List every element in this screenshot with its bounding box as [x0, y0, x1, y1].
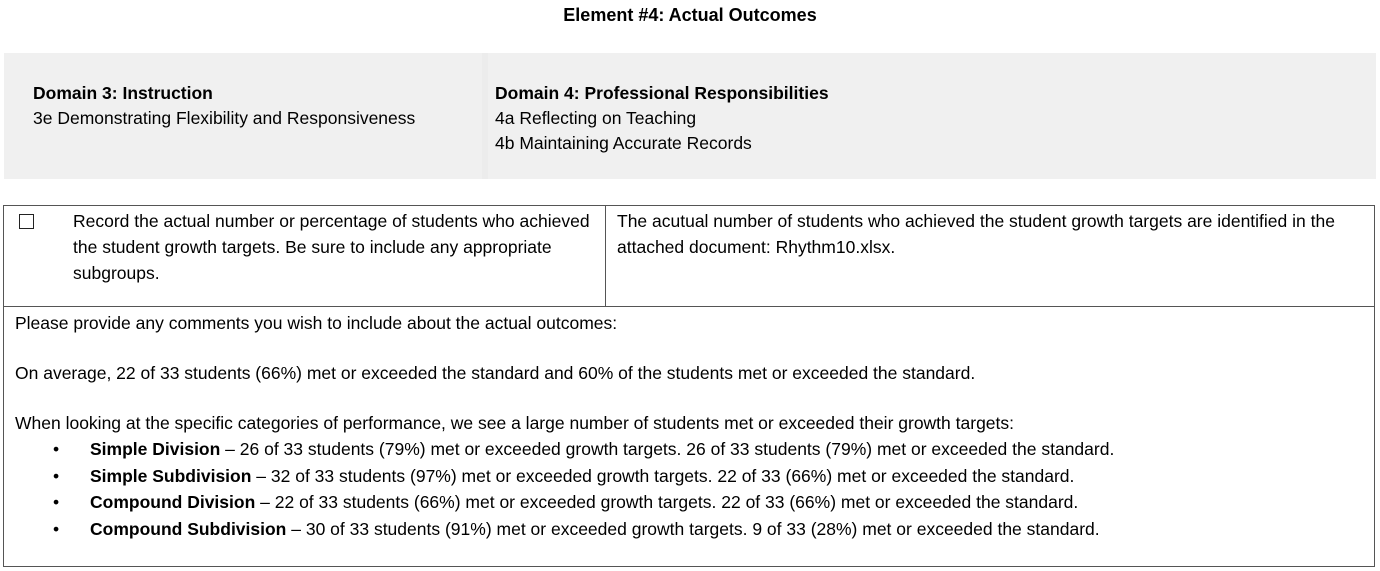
instruction-text: Record the actual number or percentage of students who achieved the student growth targets. Be sure to include any appropriate subgroups. — [73, 211, 590, 283]
domain-4-item: 4b Maintaining Accurate Records — [495, 133, 752, 153]
bullet-icon: • — [53, 465, 60, 486]
outcomes-table — [3, 205, 1375, 567]
comments-prompt: Please provide any comments you wish to include about the actual outcomes: — [15, 313, 618, 333]
category-text: – 22 of 33 students (66%) met or exceeded growth targets. 22 of 33 (66%) met or exceeded the standard. — [255, 492, 1079, 512]
domain-panel — [4, 53, 1376, 179]
bullet-icon: • — [53, 492, 60, 512]
domain-4-column — [495, 81, 829, 156]
list-item — [15, 436, 1365, 463]
category-name: Compound Subdivision — [90, 518, 287, 539]
categories-list — [15, 436, 1365, 542]
category-name: Compound Division — [90, 492, 256, 512]
outcomes-row — [4, 206, 1374, 307]
category-text: – 30 of 33 students (91%) met or exceeded growth targets. 9 of 33 (28%) met or exceeded the standard. — [286, 518, 1100, 539]
category-text: – 26 of 33 students (79%) met or exceeded growth targets. 26 of 33 students (79%) met or exceeded the standard. — [220, 439, 1115, 459]
domain-divider — [482, 53, 488, 179]
list-item — [15, 516, 1365, 543]
domain-3-heading: Domain 3: Instruction — [33, 83, 213, 103]
list-item — [15, 489, 1365, 516]
domain-3-item: 3e Demonstrating Flexibility and Responsiveness — [33, 108, 416, 128]
column-divider — [605, 206, 606, 307]
average-summary: On average, 22 of 33 students (66%) met or exceeded the standard and 60% of the students met or exceeded the standard. — [15, 363, 976, 383]
category-name: Simple Division — [90, 439, 221, 459]
domain-4-heading: Domain 4: Professional Responsibilities — [495, 83, 829, 103]
page-title: Element #4: Actual Outcomes — [563, 5, 817, 25]
list-item — [15, 463, 1365, 490]
category-text: – 32 of 33 students (97%) met or exceeded growth targets. 22 of 33 (66%) met or exceeded the standard. — [251, 465, 1075, 486]
record-checkbox[interactable] — [19, 214, 34, 229]
category-name: Simple Subdivision — [90, 465, 252, 486]
domain-4-item: 4a Reflecting on Teaching — [495, 108, 697, 128]
bullet-icon: • — [53, 518, 60, 539]
comments-section[interactable] — [15, 310, 1365, 542]
answer-text[interactable]: The acutual number of students who achieved the student growth targets are identified in the attached document: Rhythm10.xlsx. — [617, 211, 1335, 257]
domain-3-column — [33, 81, 415, 131]
bullet-icon: • — [53, 439, 60, 459]
categories-intro: When looking at the specific categories of performance, we see a large number of students met or exceeded their growth targets: — [15, 413, 1015, 433]
